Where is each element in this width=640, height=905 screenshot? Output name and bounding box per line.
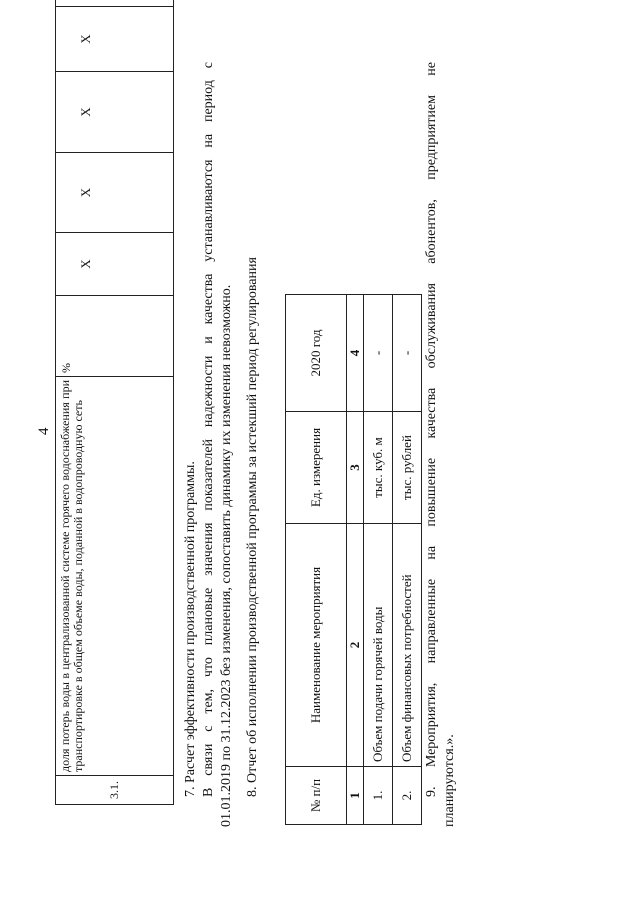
section-7-paragraph-line2: 01.01.2019 по 31.12.2023 без изменения, сопоставить динамику их изменения невозможно. — [219, 284, 234, 827]
row-number: 3.1. — [56, 776, 174, 805]
measure-unit: тыс. рублей — [393, 412, 422, 524]
table-row — [56, 0, 174, 805]
measure-value: - — [393, 295, 422, 412]
header-cell: Наименование мероприятия — [286, 524, 347, 767]
column-number: 2 — [347, 524, 364, 767]
row-number: 2. — [393, 767, 422, 825]
column-number: 4 — [347, 295, 364, 412]
header-cell: Ед. измерения — [286, 412, 347, 524]
report-table — [285, 294, 422, 825]
section-8-title: 8. Отчет об исполнении производственной программы за истекший период регулирования — [245, 257, 260, 797]
indicator-table — [55, 0, 174, 805]
header-cell: № п/п — [286, 767, 347, 825]
table-row — [393, 295, 422, 825]
measure-value: - — [364, 295, 393, 412]
table-header-row — [286, 295, 347, 825]
column-number: 3 — [347, 412, 364, 524]
indicator-description: доля потерь воды в централизованной системе горячего водоснабжения при транспортировке в общем объеме воды, поданной в водопроводную сеть — [56, 377, 174, 776]
section-9-line2: планируются.». — [442, 734, 457, 827]
section-9-line1: 9. Мероприятия, направленные на повышение качества обслуживания абонентов, предприятием не — [424, 62, 439, 797]
indicator-value: Х — [56, 153, 174, 233]
indicator-value: Х — [56, 72, 174, 153]
indicator-value: Х — [56, 7, 174, 72]
section-7-title: 7. Расчет эффективности производственной программы. — [183, 461, 198, 797]
page-number: 4 — [36, 427, 52, 435]
section-7-paragraph-line1: В связи с тем, что плановые значения показателей надежности и качества устанавливаются на период с — [201, 62, 216, 797]
measure-unit: тыс. куб. м — [364, 412, 393, 524]
table-row — [364, 295, 393, 825]
row-number: 1. — [364, 767, 393, 825]
indicator-value — [56, 0, 174, 7]
indicator-value: Х — [56, 233, 174, 296]
column-number-row — [347, 295, 364, 825]
measure-name: Объем подачи горячей воды — [364, 524, 393, 767]
header-cell: 2020 год — [286, 295, 347, 412]
indicator-unit: % — [56, 296, 174, 377]
column-number: 1 — [347, 767, 364, 825]
measure-name: Объем финансовых потребностей — [393, 524, 422, 767]
